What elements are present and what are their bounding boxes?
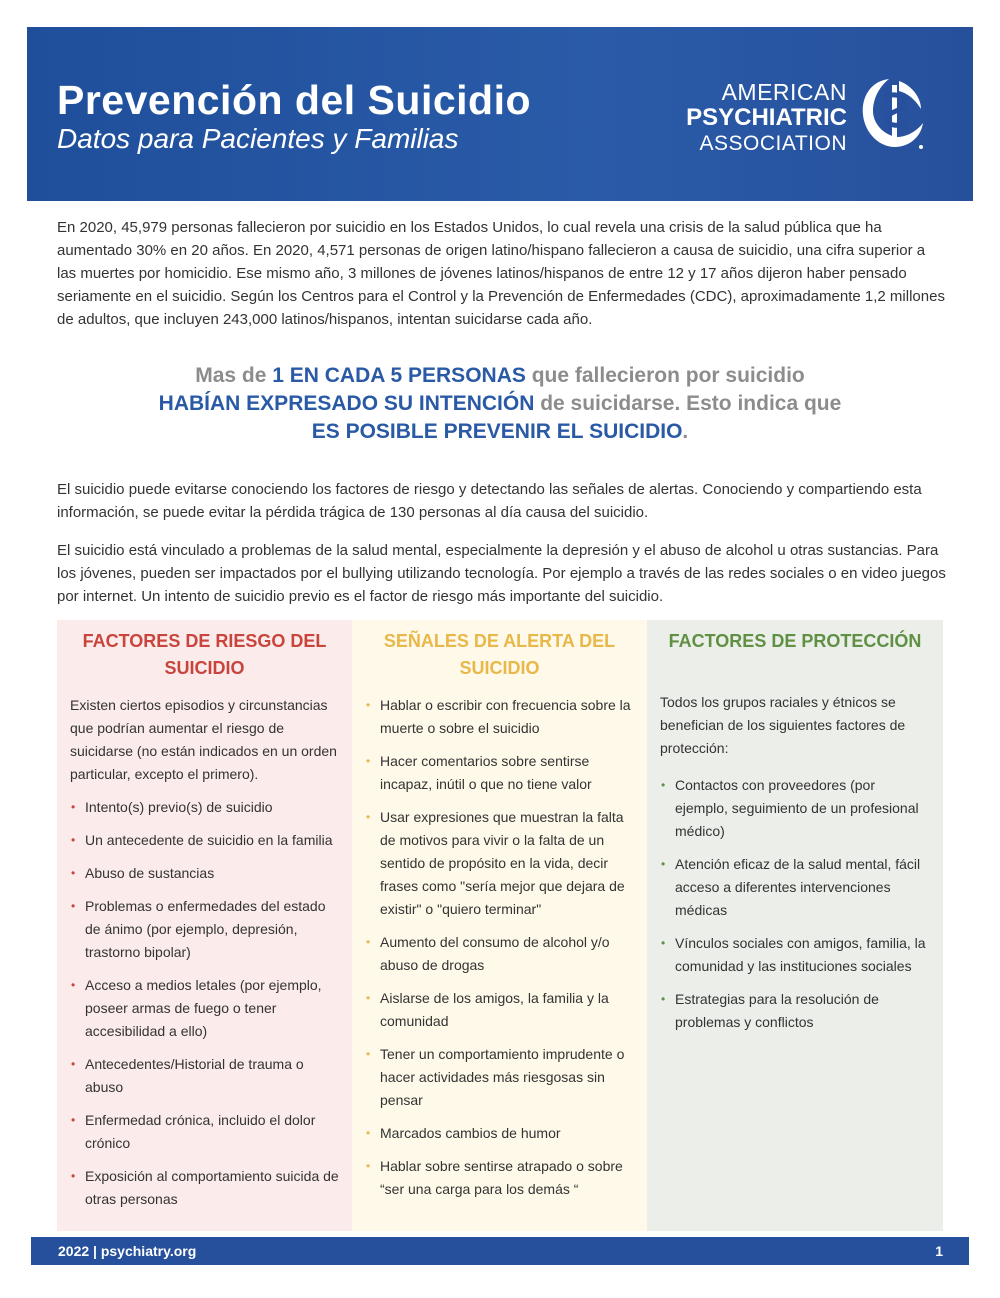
list-item-text: Atención eficaz de la salud mental, fácil acceso a diferentes intervenciones médicas: [675, 856, 921, 918]
list-item-text: Intento(s) previo(s) de suicidio: [85, 799, 273, 815]
risk-factors-intro: Existen ciertos episodios y circunstancias que podrían aumentar el riesgo de suicidarse (no están indicados en un orden particular, excepto el primero).: [70, 697, 337, 782]
logo-line-association: ASSOCIATION: [699, 132, 847, 155]
list-item-text: Hacer comentarios sobre sentirse incapaz, inútil o que no tiene valor: [380, 753, 592, 792]
warning-signs-list: [365, 694, 635, 1201]
bullet-icon: •: [71, 1169, 76, 1183]
list-item-text: Contactos con proveedores (por ejemplo, seguimiento de un profesional médico): [675, 777, 919, 839]
callout-highlight: 1 EN CADA 5 PERSONAS: [272, 364, 526, 387]
list-item-text: Marcados cambios de humor: [380, 1125, 561, 1141]
page-title: Prevención del Suicidio: [57, 77, 532, 123]
callout-highlight: HABÍAN EXPRESADO SU INTENCIÓN: [158, 392, 535, 415]
list-item: [660, 853, 931, 922]
list-item: [70, 796, 340, 819]
list-item-text: Enfermedad crónica, incluido el dolor crónico: [85, 1112, 316, 1151]
bullet-icon: •: [366, 1047, 371, 1061]
list-item-text: Tener un comportamiento imprudente o hacer actividades más riesgosas sin pensar: [380, 1046, 625, 1108]
protective-factors-intro: Todos los grupos raciales y étnicos se benefician de los siguientes factores de protección:: [660, 694, 906, 756]
list-item: [365, 987, 635, 1033]
list-item-text: Un antecedente de suicidio en la familia: [85, 832, 333, 848]
bullet-icon: •: [71, 833, 76, 847]
list-item-text: Antecedentes/Historial de trauma o abuso: [85, 1056, 304, 1095]
list-item-text: Abuso de sustancias: [85, 865, 215, 881]
protective-factors-column: [647, 620, 943, 1231]
risk-factors-title: FACTORES DE RIESGO DEL SUICIDIO: [82, 631, 327, 678]
list-item: [365, 1043, 635, 1112]
list-item: [365, 1122, 635, 1145]
footer-year-site: 2022 | psychiatry.org: [58, 1243, 197, 1259]
bullet-icon: •: [661, 778, 666, 792]
bullet-icon: •: [366, 1126, 371, 1140]
bullet-icon: •: [366, 810, 371, 824]
prevention-paragraph: El suicidio puede evitarse conociendo los factores de riesgo y detectando las señales de alertas. Conociendo y compartiendo esta información, se puede evitar la pérdida trágica de 130 personas al día causa del suicidio.: [57, 481, 922, 521]
header-banner: [27, 27, 973, 201]
list-item-text: Usar expresiones que muestran la falta de motivos para vivir o la falta de un sentido de propósito en la vida, decir frases como "sería mejor que dejara de existir" o "quiero terminar": [380, 809, 625, 917]
bullet-icon: •: [366, 754, 371, 768]
bullet-icon: •: [71, 1057, 76, 1071]
bullet-icon: •: [366, 991, 371, 1005]
list-item-text: Hablar o escribir con frecuencia sobre la muerte o sobre el suicidio: [380, 697, 631, 736]
bullet-icon: •: [366, 1159, 371, 1173]
risk-factors-body: [70, 694, 340, 1221]
list-item: [660, 988, 931, 1034]
risk-factors-column: [57, 620, 352, 1231]
bullet-icon: •: [366, 935, 371, 949]
list-item: [70, 1109, 340, 1155]
warning-signs-title: SEÑALES DE ALERTA DEL SUICIDIO: [383, 631, 616, 678]
risk-factors-list: [70, 796, 340, 1211]
list-item: [660, 774, 931, 843]
list-item: [70, 974, 340, 1043]
callout-text: de suicidarse. Esto indica que: [534, 392, 842, 415]
apa-logo-text: [686, 79, 847, 157]
list-item: [70, 1053, 340, 1099]
list-item: [365, 750, 635, 796]
bullet-icon: •: [71, 866, 76, 880]
list-item: [70, 829, 340, 852]
list-item-text: Exposición al comportamiento suicida de otras personas: [85, 1168, 339, 1207]
intro-paragraph: En 2020, 45,979 personas fallecieron por suicidio en los Estados Unidos, lo cual revela una crisis de la salud pública que ha aumentado 30% en 20 años. En 2020, 4,571 personas de origen latino/hispano fallecieron a causa de suicidio, una cifra superior a las muertes por homicidio. Ese mismo año, 3 millones de jóvenes latinos/hispanos de entre 12 y 17 años dijeron haber pensado seriamente en el suicidio. Según los Centros para el Control y la Prevención de Enfermedades (CDC), aproximadamente 1,2 millones de adultos, que incluyen 243,000 latinos/hispanos, intentan suicidarse cada año.: [57, 219, 945, 328]
list-item-text: Problemas o enfermedades del estado de ánimo (por ejemplo, depresión, trastorno bipolar): [85, 898, 326, 960]
list-item: [365, 1155, 635, 1201]
page-subtitle: Datos para Pacientes y Familias: [57, 123, 459, 154]
protective-factors-list: [660, 774, 931, 1034]
callout-highlight: ES POSIBLE PREVENIR EL SUICIDIO: [311, 420, 683, 443]
apa-logo-icon: [859, 75, 927, 151]
page-number: 1: [935, 1243, 943, 1259]
mental-health-paragraph: El suicidio está vinculado a problemas de la salud mental, especialmente la depresión y el abuso de alcohol u otras sustancias. Para los jóvenes, pueden ser impactados por el bullying utilizando tecnología. Por ejemplo a través de las redes sociales o en video juegos por internet. Un intento de suicidio previo es el factor de riesgo más importante del suicidio.: [57, 542, 946, 605]
bullet-icon: •: [71, 899, 76, 913]
protective-factors-title: FACTORES DE PROTECCIÓN: [668, 631, 922, 651]
bullet-icon: •: [71, 800, 76, 814]
list-item-text: Vínculos sociales con amigos, familia, la comunidad y las instituciones sociales: [675, 935, 926, 974]
callout-text: Mas de: [195, 364, 273, 387]
list-item: [365, 806, 635, 921]
bullet-icon: •: [661, 857, 666, 871]
list-item: [70, 1165, 340, 1211]
list-item: [365, 931, 635, 977]
footer-bar: [31, 1237, 969, 1265]
callout-text: .: [682, 420, 689, 443]
list-item: [365, 694, 635, 740]
bullet-icon: •: [661, 992, 666, 1006]
list-item-text: Acceso a medios letales (por ejemplo, poseer armas de fuego o tener accesibilidad a ello): [85, 977, 322, 1039]
list-item: [70, 862, 340, 885]
list-item-text: Hablar sobre sentirse atrapado o sobre “ser una carga para los demás “: [380, 1158, 623, 1197]
list-item-text: Estrategias para la resolución de problemas y conflictos: [675, 991, 879, 1030]
logo-line-american: AMERICAN: [721, 79, 847, 105]
bullet-icon: •: [661, 936, 666, 950]
warning-signs-column: [352, 620, 647, 1231]
callout-text: que fallecieron por suicidio: [525, 364, 805, 387]
list-item-text: Aislarse de los amigos, la familia y la comunidad: [380, 990, 609, 1029]
list-item-text: Aumento del consumo de alcohol y/o abuso de drogas: [380, 934, 610, 973]
warning-signs-body: [365, 694, 635, 1211]
bullet-icon: •: [71, 1113, 76, 1127]
logo-line-psychiatric: PSYCHIATRIC: [686, 104, 847, 131]
callout-statement: [60, 362, 940, 446]
list-item: [70, 895, 340, 964]
protective-factors-body: [660, 691, 931, 1044]
list-item: [660, 932, 931, 978]
bullet-icon: •: [366, 698, 371, 712]
bullet-icon: •: [71, 978, 76, 992]
